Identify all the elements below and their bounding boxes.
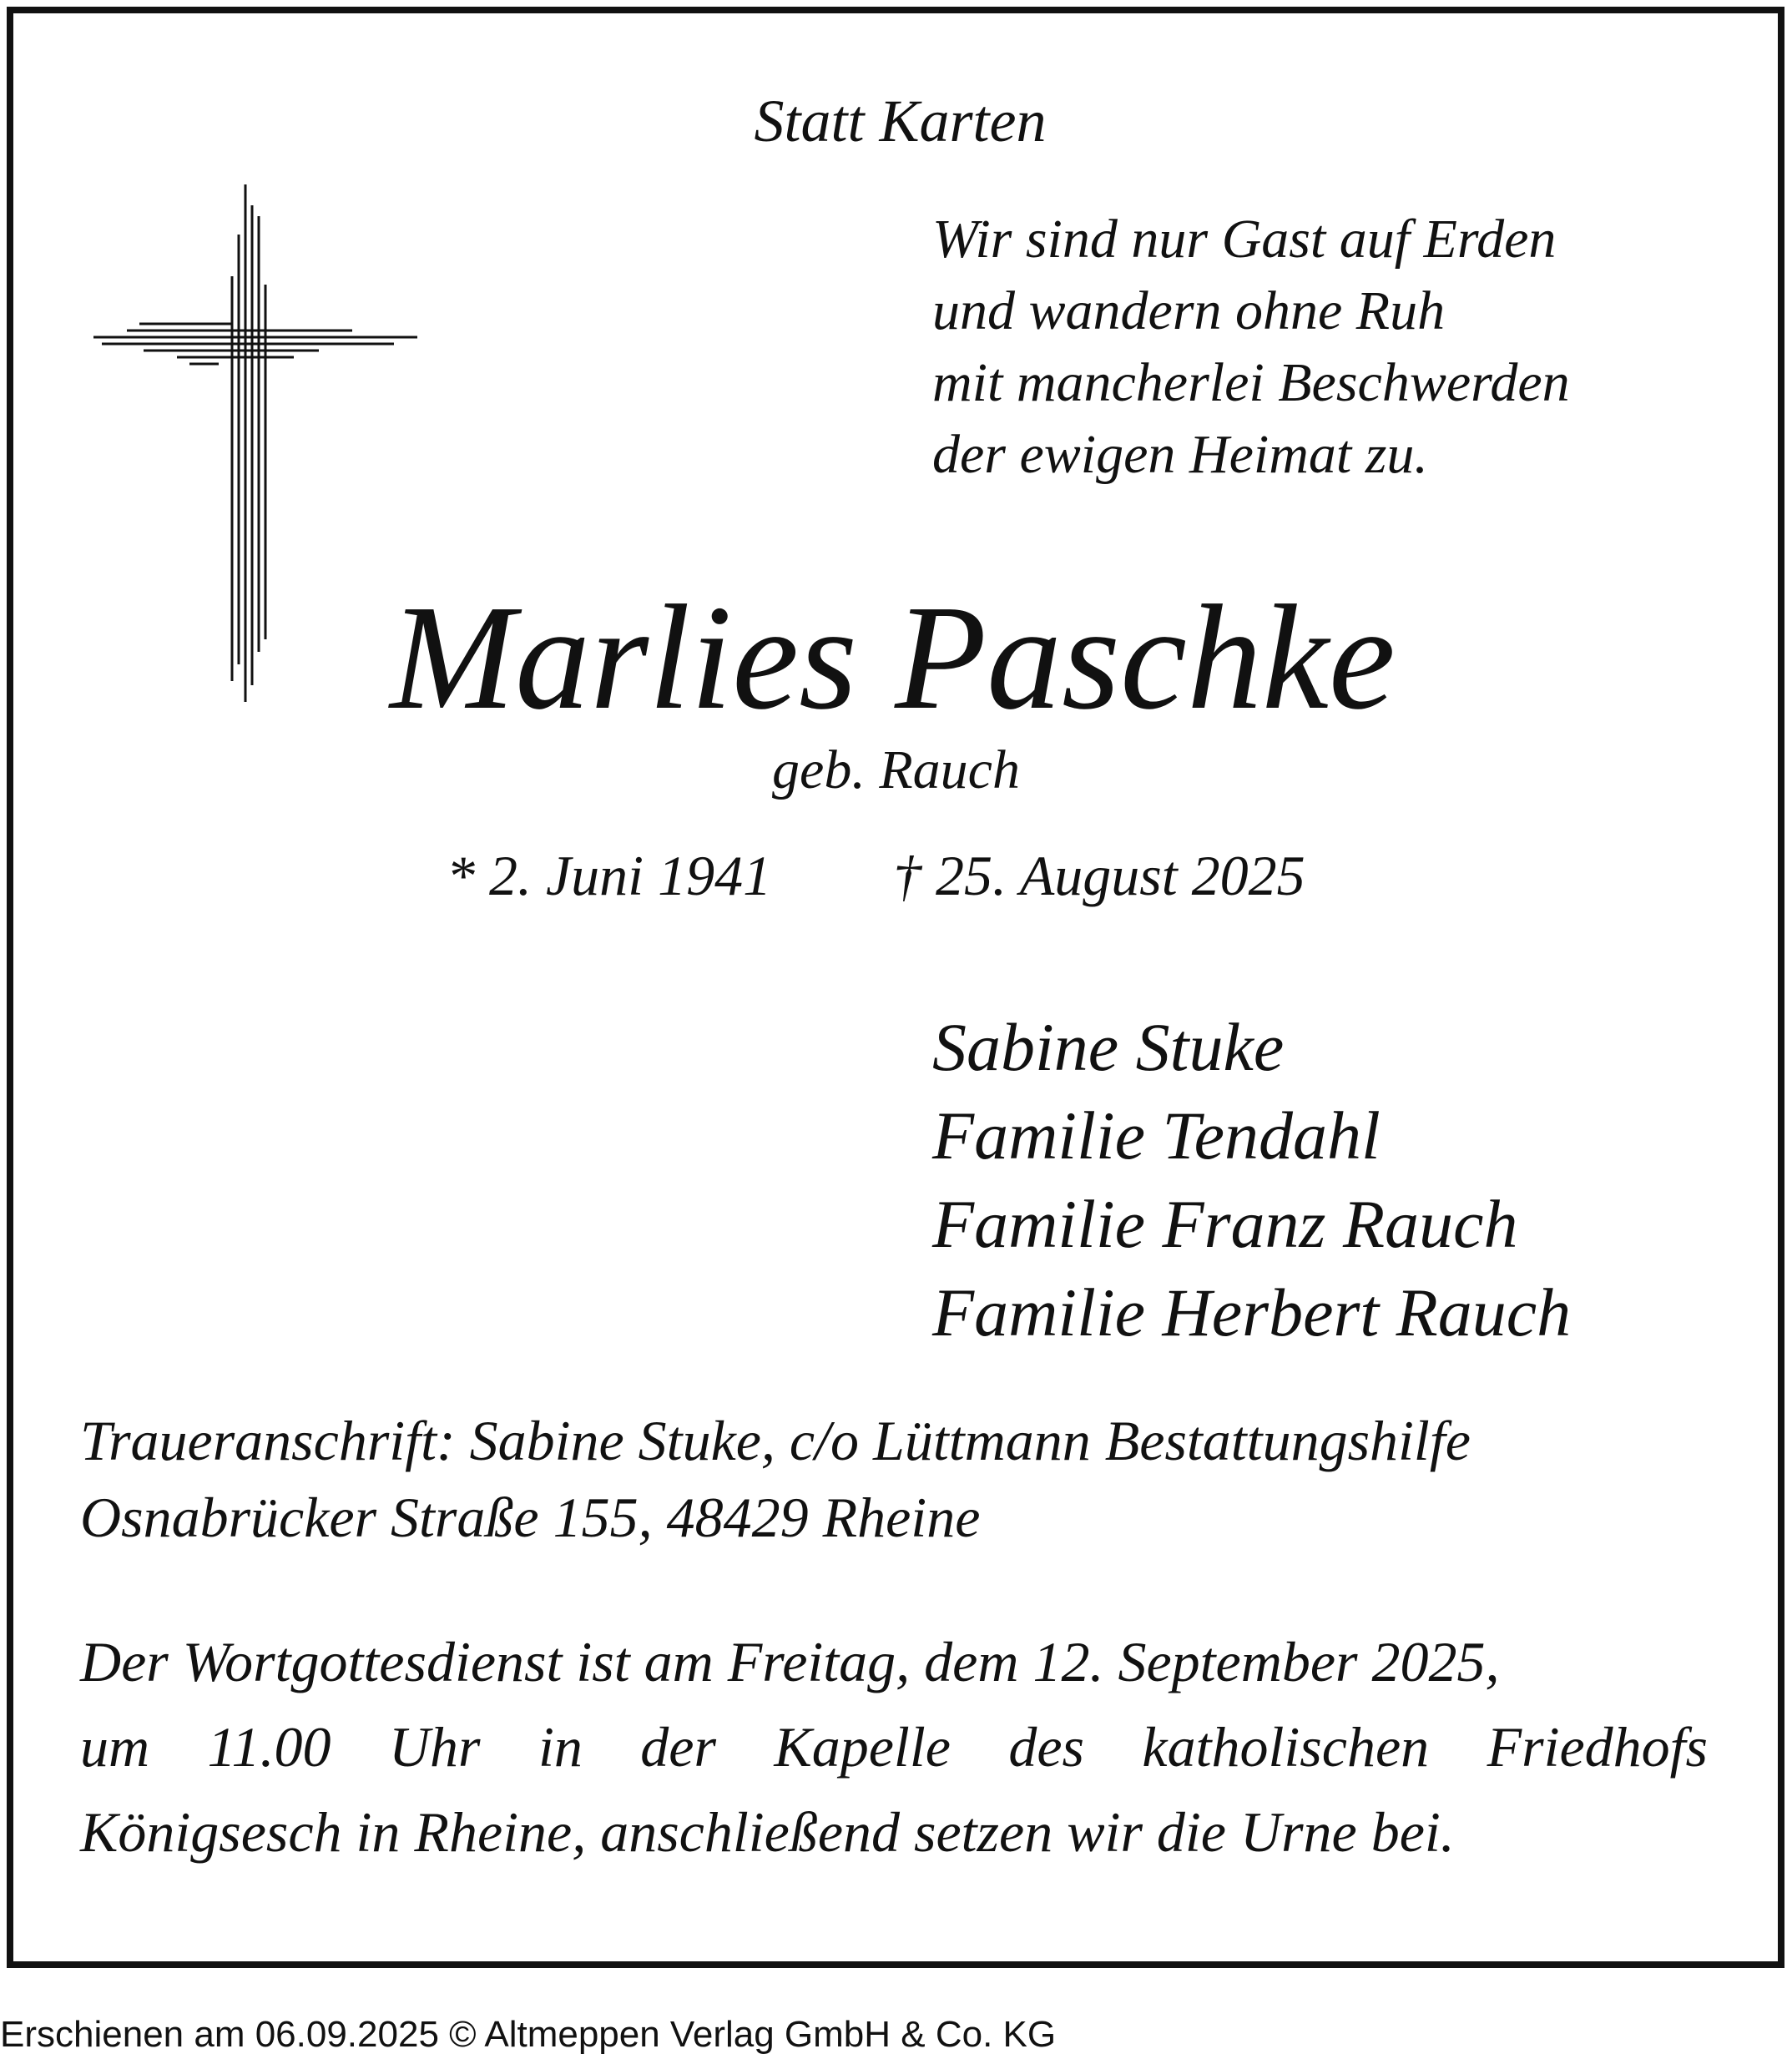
header-text: Statt Karten xyxy=(754,88,1047,154)
service-line: um 11.00 Uhr in der Kapelle des katholischen Friedhofs xyxy=(80,1715,1708,1779)
death-date: † 25. August 2025 xyxy=(893,844,1305,907)
verse-line: und wandern ohne Ruh xyxy=(932,280,1446,341)
verse-line: mit mancherlei Beschwerden xyxy=(932,352,1570,413)
mourners-list xyxy=(932,1003,1571,1357)
publication-footer: Erschienen am 06.09.2025 © Altmeppen Verlag GmbH & Co. KG xyxy=(0,2014,1057,2055)
service-line: Königsesch in Rheine, anschließend setzen wir die Urne bei. xyxy=(80,1800,1455,1864)
service-line: Der Wortgottesdienst ist am Freitag, dem 12. September 2025, xyxy=(80,1630,1500,1693)
mourner-item: Familie Tendahl xyxy=(932,1098,1381,1173)
birth-date: * 2. Juni 1941 xyxy=(447,844,772,907)
address-line: Osnabrücker Straße 155, 48429 Rheine xyxy=(80,1486,981,1549)
service-info xyxy=(80,1619,1708,1875)
mourning-address xyxy=(80,1402,1471,1556)
verse xyxy=(932,204,1570,491)
verse-line: der ewigen Heimat zu. xyxy=(932,424,1428,485)
mourner-item: Familie Franz Rauch xyxy=(932,1186,1518,1262)
mourner-item: Sabine Stuke xyxy=(932,1009,1285,1085)
mourner-item: Familie Herbert Rauch xyxy=(932,1274,1572,1350)
address-line: Traueranschrift: Sabine Stuke, c/o Lüttmann Bestattungshilfe xyxy=(80,1409,1471,1472)
verse-line: Wir sind nur Gast auf Erden xyxy=(932,209,1557,270)
maiden-name: geb. Rauch xyxy=(772,739,1020,800)
deceased-name: Marlies Paschke xyxy=(390,574,1396,740)
